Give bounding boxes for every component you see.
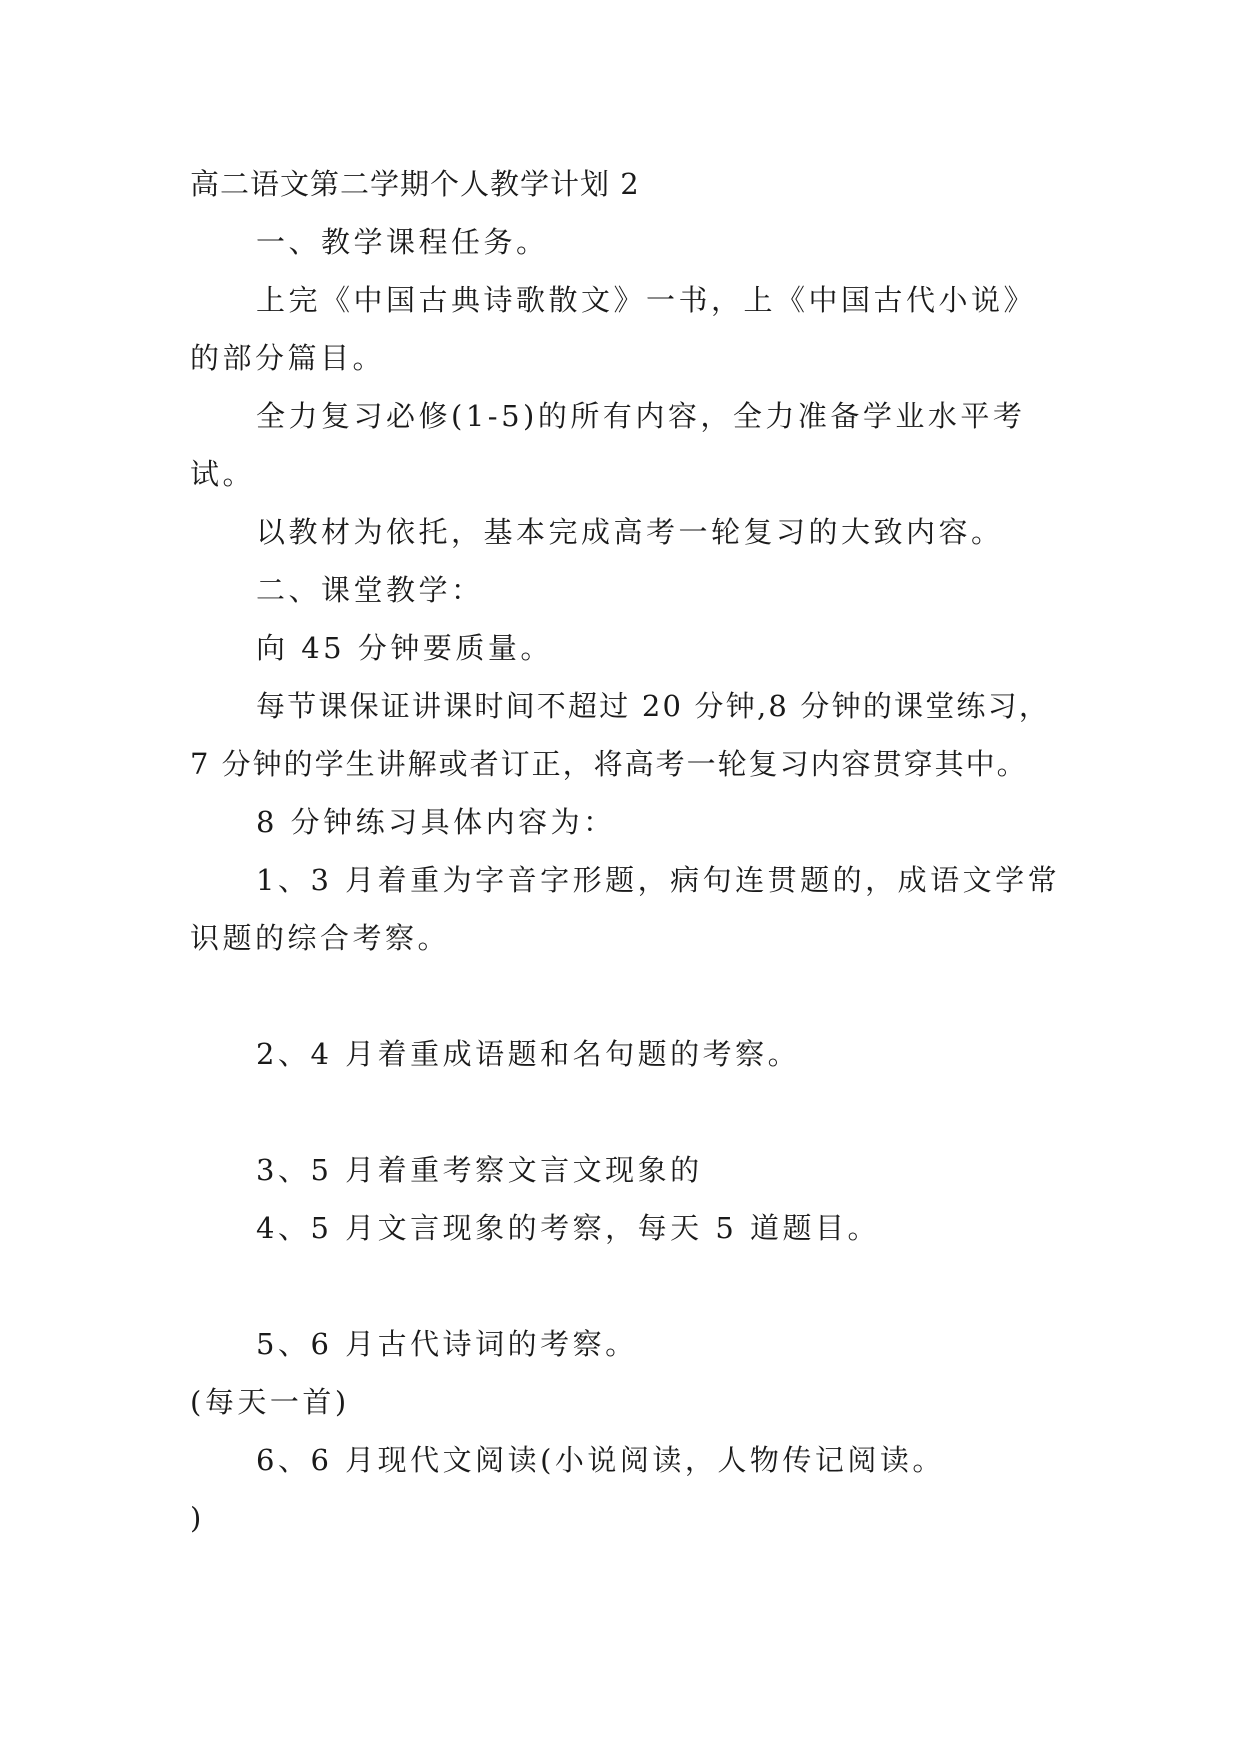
paragraph-line: 向 45 分钟要质量。 (256, 631, 553, 665)
paragraph-line: 8 分钟练习具体内容为： (256, 805, 616, 839)
list-item-continuation: (每天一首) (190, 1385, 350, 1419)
list-item: 6、6 月现代文阅读(小说阅读，人物传记阅读。 (256, 1443, 945, 1477)
paragraph-line: 每节课保证讲课时间不超过 20 分钟,8 分钟的课堂练习， (256, 689, 1051, 723)
paragraph-line: 以教材为依托，基本完成高考一轮复习的大致内容。 (256, 515, 1004, 549)
list-item: 1、3 月着重为字音字形题，病句连贯题的，成语文学常 (256, 863, 1061, 897)
section-heading-1: 一、教学课程任务。 (256, 225, 549, 259)
list-item: 4、5 月文言现象的考察，每天 5 道题目。 (256, 1211, 881, 1245)
paragraph-line: 的部分篇目。 (190, 341, 386, 375)
document-title: 高二语文第二学期个人教学计划 2 (190, 167, 640, 201)
list-item: 5、6 月古代诗词的考察。 (256, 1327, 638, 1361)
list-item-continuation: ) (190, 1501, 205, 1535)
paragraph-line: 全力复习必修(1-5)的所有内容，全力准备学业水平考 (256, 399, 1026, 433)
paragraph-line: 7 分钟的学生讲解或者订正，将高考一轮复习内容贯穿其中。 (190, 747, 1028, 781)
section-heading-2: 二、课堂教学： (256, 573, 484, 607)
paragraph-line: 上完《中国古典诗歌散文》一书，上《中国古代小说》 (256, 283, 1037, 317)
list-item-continuation: 识题的综合考察。 (190, 921, 451, 955)
paragraph-line: 试。 (190, 457, 256, 491)
list-item: 2、4 月着重成语题和名句题的考察。 (256, 1037, 801, 1071)
list-item: 3、5 月着重考察文言文现象的 (256, 1153, 703, 1187)
